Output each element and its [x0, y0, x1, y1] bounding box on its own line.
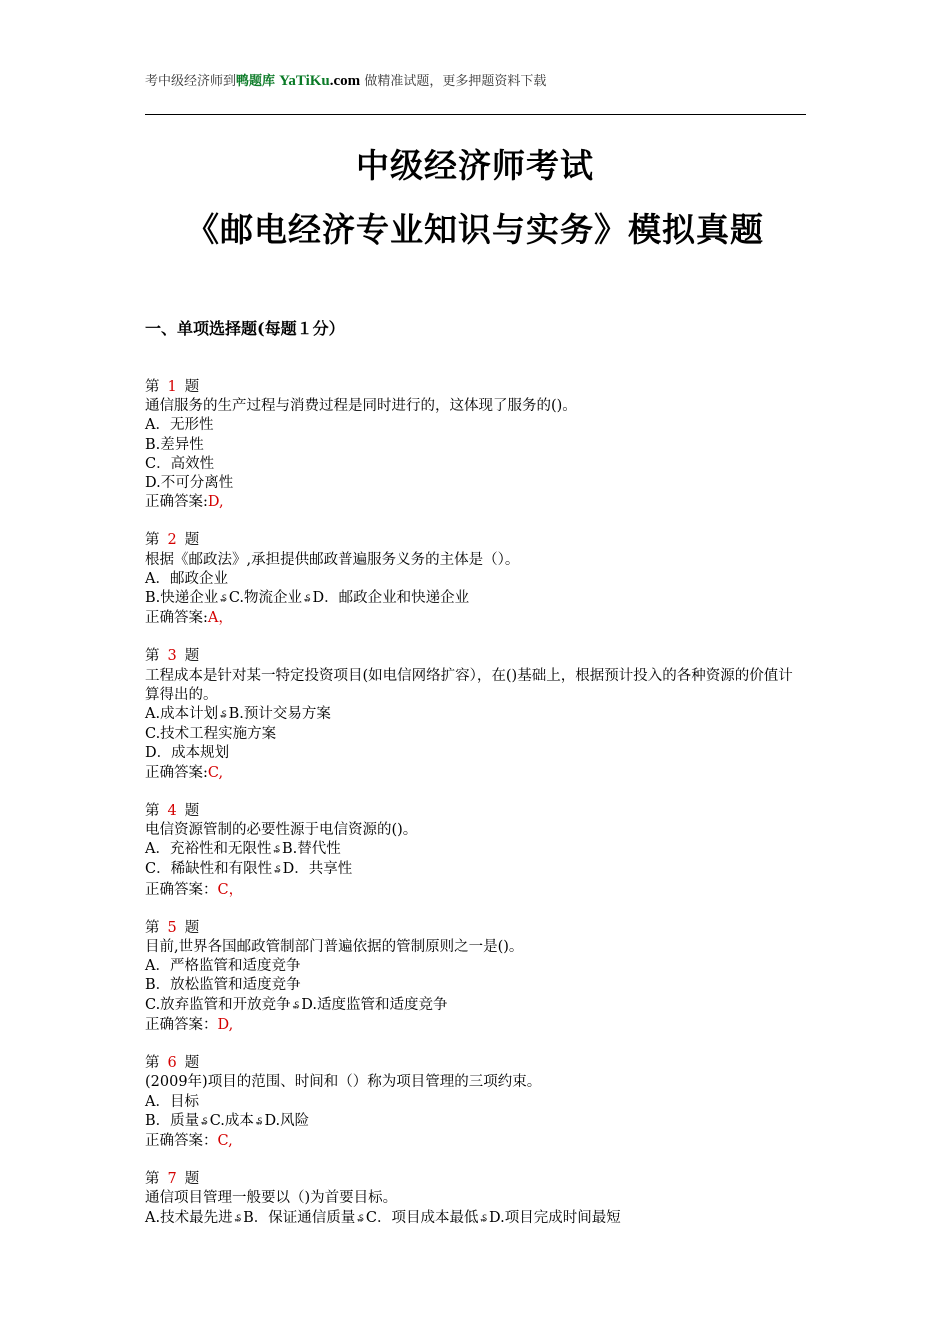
option: C.成本 [209, 1112, 254, 1129]
separator-glyph: ₷ [234, 1213, 242, 1224]
question-prefix: 第 [145, 648, 160, 665]
question-number-line [145, 1054, 807, 1073]
answer-line [145, 1016, 807, 1035]
option-row [145, 1209, 807, 1229]
option: B.差异性 [145, 436, 204, 453]
question-suffix: 题 [184, 648, 200, 665]
option: B.预计交易方案 [228, 706, 331, 723]
question-item [145, 378, 807, 512]
option: A．充裕性和无限性 [145, 841, 272, 858]
option: A．目标 [145, 1093, 199, 1110]
question-number: 7 [167, 1171, 177, 1188]
header-suffix: 做精准试题，更多押题资料下载 [364, 74, 547, 89]
separator-glyph: ₷ [292, 1000, 300, 1011]
question-number-line [145, 1170, 807, 1189]
answer-value: D, [217, 1016, 234, 1033]
question-suffix: 题 [184, 379, 200, 395]
option: D．共享性 [282, 861, 353, 878]
answer-line [145, 609, 807, 628]
option: D.项目完成时间最短 [489, 1209, 621, 1226]
option-row [145, 1112, 807, 1132]
question-prefix: 第 [145, 919, 160, 936]
answer-value: D, [207, 494, 224, 511]
option: C.放弃监管和开放竞争 [145, 996, 291, 1013]
answer-value: C, [207, 764, 224, 781]
question-number-line [145, 378, 807, 397]
separator-glyph: ₷ [255, 1116, 263, 1127]
answer-label: 正确答案： [145, 1132, 218, 1149]
question-prefix: 第 [145, 802, 160, 819]
option: A．邮政企业 [145, 570, 228, 587]
question-prefix: 第 [145, 532, 160, 549]
question-item [145, 531, 807, 628]
brand-name-cn[interactable]: 鸭题库 [236, 74, 276, 89]
question-number-line [145, 919, 807, 938]
separator-glyph: ₷ [357, 1213, 364, 1224]
option: A．严格监管和适度竞争 [145, 958, 301, 975]
separator-glyph: ₷ [480, 1213, 487, 1224]
separator-glyph: ₷ [220, 594, 227, 605]
question-stem: (2009年)项目的范围、时间和（）称为项目管理的三项约束。 [145, 1074, 542, 1091]
question-stem: 目前,世界各国邮政管制部门普遍依据的管制原则之一是()。 [145, 939, 524, 956]
option: D.不可分离性 [145, 475, 234, 492]
question-stem: 通信项目管理一般要以（)为首要目标。 [145, 1190, 398, 1207]
question-number-line [145, 531, 807, 550]
question-suffix: 题 [184, 802, 200, 819]
option: B．保证通信质量 [243, 1209, 356, 1226]
answer-value: C， [217, 881, 244, 898]
option: A.技术最先进 [145, 1209, 233, 1226]
answer-line [145, 881, 807, 900]
question-prefix: 第 [145, 1055, 160, 1072]
question-number: 4 [167, 802, 177, 819]
option: D．成本规划 [145, 745, 230, 762]
separator-glyph: ₷ [273, 845, 281, 856]
option-row [145, 996, 807, 1016]
answer-line [145, 1132, 807, 1151]
answer-label: 正确答案： [145, 881, 218, 898]
question-suffix: 题 [184, 919, 200, 936]
question-suffix: 题 [184, 1055, 200, 1072]
question-suffix: 题 [184, 1171, 200, 1188]
document-title: 中级经济师考试 [356, 146, 594, 185]
question-number: 3 [167, 648, 177, 665]
separator-glyph: ₷ [274, 865, 281, 876]
answer-label: 正确答案: [145, 494, 208, 511]
question-item [145, 802, 807, 900]
question-prefix: 第 [145, 1171, 160, 1188]
option: C.物流企业 [228, 590, 302, 607]
answer-line [145, 764, 807, 783]
separator-glyph: ₷ [201, 1116, 208, 1127]
separator-glyph: ₷ [220, 710, 227, 721]
option: B.快递企业 [145, 590, 219, 607]
option: D.适度监管和适度竞争 [301, 996, 448, 1013]
document-subtitle: 《邮电经济专业知识与实务》模拟真题 [186, 210, 764, 249]
answer-value: A， [207, 610, 233, 627]
question-suffix: 题 [184, 532, 200, 549]
answer-label: 正确答案: [145, 610, 208, 627]
option: B．质量 [145, 1112, 200, 1129]
header-divider [145, 114, 806, 115]
question-number-line [145, 802, 807, 821]
option-row [145, 840, 807, 860]
option: D．邮政企业和快递企业 [312, 590, 470, 607]
option: A.成本计划 [145, 706, 219, 723]
option-row [145, 705, 807, 725]
brand-domain[interactable]: .com [329, 73, 361, 89]
option: B.替代性 [282, 841, 341, 858]
answer-label: 正确答案： [145, 1016, 218, 1033]
answer-value: C, [217, 1132, 233, 1149]
header-prefix: 考中级经济师到 [145, 74, 237, 89]
answer-line [145, 493, 807, 512]
option: B．放松监管和适度竞争 [145, 977, 301, 994]
question-item [145, 647, 807, 782]
option-row [145, 589, 807, 609]
question-prefix: 第 [145, 379, 160, 395]
option: C．高效性 [145, 455, 215, 472]
option: C．项目成本最低 [365, 1209, 479, 1226]
question-stem: 根据《邮政法》,承担提供邮政普遍服务义务的主体是（）。 [145, 551, 520, 568]
option: D.风险 [264, 1112, 310, 1129]
option: A．无形性 [145, 417, 214, 434]
question-stem: 工程成本是针对某一特定投资项目(如电信网络扩容），在()基础上，根据预计投入的各种资源的价值计算得出的。 [145, 667, 793, 703]
question-item [145, 919, 807, 1035]
answer-label: 正确答案: [145, 764, 208, 781]
section-heading: 一、单项选择题(每题１分） [145, 319, 345, 338]
option: C．稀缺性和有限性 [145, 861, 273, 878]
question-item [145, 1054, 807, 1151]
question-stem: 通信服务的生产过程与消费过程是同时进行的，这体现了服务的()。 [145, 398, 577, 415]
question-number: 5 [167, 919, 177, 936]
question-number: 2 [167, 532, 177, 549]
page-header [145, 70, 546, 90]
option: C.技术工程实施方案 [145, 726, 277, 743]
question-list [145, 378, 807, 1248]
question-stem: 电信资源管制的必要性源于电信资源的()。 [145, 822, 418, 839]
question-number-line [145, 647, 807, 666]
brand-name-en[interactable]: YaTiKu [279, 73, 330, 89]
question-item [145, 1170, 807, 1229]
separator-glyph: ₷ [304, 594, 311, 605]
question-number: 1 [167, 379, 177, 395]
question-number: 6 [167, 1055, 177, 1072]
option-row [145, 860, 807, 880]
